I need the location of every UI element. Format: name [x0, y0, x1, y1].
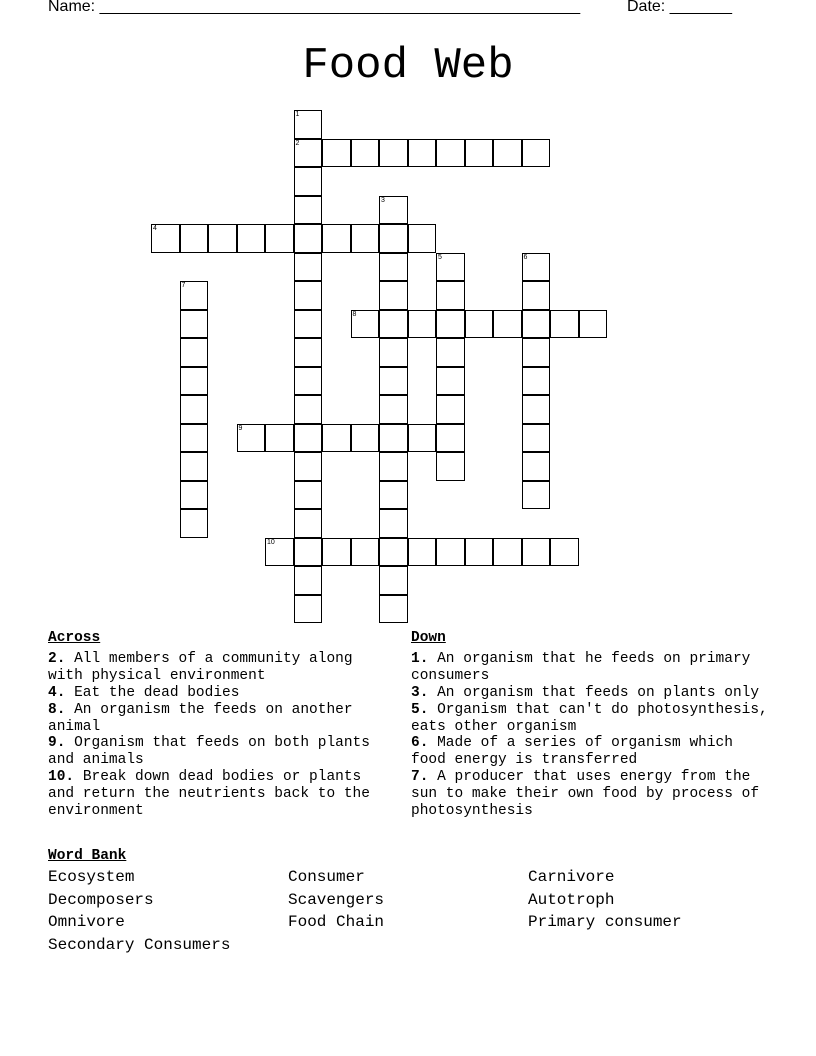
crossword-cell[interactable]	[436, 395, 465, 424]
clue-number: 9.	[48, 735, 66, 752]
crossword-cell[interactable]	[379, 481, 408, 510]
word-bank-word: Ecosystem	[48, 868, 135, 886]
clue-text: A producer that uses energy from the sun to make their own food by process of photosynthesis	[411, 769, 760, 820]
crossword-cell[interactable]	[379, 566, 408, 595]
crossword-cell[interactable]	[180, 367, 209, 396]
clue-number: 7	[181, 282, 186, 289]
crossword-cell[interactable]	[322, 538, 351, 567]
clue-number: 4.	[48, 684, 66, 701]
across-clue	[48, 651, 388, 685]
clue-number: 1.	[411, 650, 429, 667]
clue-number: 5	[438, 253, 442, 261]
clue-number: 2.	[48, 650, 66, 667]
crossword-cell[interactable]	[237, 424, 266, 453]
across-clue	[48, 685, 388, 702]
crossword-cell[interactable]	[379, 509, 408, 538]
crossword-cell[interactable]	[436, 310, 465, 339]
crossword-cell[interactable]	[465, 139, 494, 168]
crossword-cell[interactable]	[180, 281, 209, 310]
crossword-cell[interactable]	[294, 338, 323, 367]
crossword-cell[interactable]	[522, 395, 551, 424]
crossword-cell[interactable]	[180, 395, 209, 424]
across-clues	[48, 630, 388, 820]
crossword-cell[interactable]	[180, 338, 209, 367]
crossword-cell[interactable]	[379, 595, 408, 624]
crossword-cell[interactable]	[208, 224, 237, 253]
crossword-cell[interactable]	[436, 338, 465, 367]
crossword-cell[interactable]	[379, 196, 408, 225]
crossword-cell[interactable]	[408, 139, 437, 168]
clue-number: 10	[267, 538, 275, 546]
crossword-cell[interactable]	[493, 139, 522, 168]
clue-number: 7.	[411, 769, 429, 786]
crossword-cell[interactable]	[522, 338, 551, 367]
crossword-cell[interactable]	[436, 452, 465, 481]
word-bank-word: Secondary Consumers	[48, 935, 231, 954]
crossword-cell[interactable]	[294, 110, 323, 139]
crossword-cell[interactable]	[265, 424, 294, 453]
crossword-cell[interactable]	[522, 452, 551, 481]
down-clue	[411, 769, 776, 820]
crossword-cell[interactable]	[322, 139, 351, 168]
crossword-cell[interactable]	[379, 253, 408, 282]
clue-text: Made of a series of organism which food energy is transferred	[411, 735, 733, 769]
crossword-cell[interactable]	[180, 310, 209, 339]
crossword-cell[interactable]	[294, 167, 323, 196]
clue-number: 1	[295, 111, 300, 118]
crossword-cell[interactable]	[351, 538, 380, 567]
clue-number: 4	[153, 225, 157, 232]
crossword-cell[interactable]	[522, 424, 551, 453]
clue-text: An organism that he feeds on primary consumers	[411, 650, 751, 684]
crossword-cell[interactable]	[465, 538, 494, 567]
page-title: Food Web	[302, 41, 514, 91]
crossword-cell[interactable]	[408, 224, 437, 253]
word-bank-heading: Word Bank	[48, 848, 127, 864]
clue-number: 6.	[411, 735, 429, 752]
crossword-cell[interactable]	[522, 310, 551, 339]
crossword-cell[interactable]	[322, 224, 351, 253]
clue-number: 9	[238, 424, 243, 432]
crossword-cell[interactable]	[408, 538, 437, 567]
crossword-cell[interactable]	[322, 424, 351, 453]
crossword-cell[interactable]	[550, 310, 579, 339]
word-bank-word: Autotroph	[528, 890, 615, 909]
crossword-cell[interactable]	[522, 481, 551, 510]
word-bank-word: Scavengers	[288, 890, 385, 909]
clue-number: 2	[295, 139, 300, 147]
crossword-cell[interactable]	[379, 424, 408, 453]
clue-text: Break down dead bodies or plants and return the neutrients back to the environment	[48, 769, 370, 820]
crossword-cell[interactable]	[294, 310, 323, 339]
crossword-cell[interactable]	[436, 139, 465, 168]
crossword-cell[interactable]	[294, 424, 323, 453]
down-clue	[411, 702, 776, 736]
crossword-cell[interactable]	[237, 224, 266, 253]
crossword-cell[interactable]	[151, 224, 180, 253]
crossword-cell[interactable]	[265, 538, 294, 567]
crossword-cell[interactable]	[493, 538, 522, 567]
crossword-cell[interactable]	[294, 566, 323, 595]
crossword-cell[interactable]	[294, 224, 323, 253]
crossword-cell[interactable]	[294, 481, 323, 510]
crossword-cell[interactable]	[265, 224, 294, 253]
crossword-cell[interactable]	[436, 538, 465, 567]
across-heading: Across	[48, 630, 101, 646]
crossword-cell[interactable]	[294, 595, 323, 624]
crossword-cell[interactable]	[294, 139, 323, 168]
crossword-cell[interactable]	[294, 452, 323, 481]
word-bank	[48, 848, 788, 954]
word-bank-word: Decomposers	[48, 890, 154, 909]
clue-text: Eat the dead bodies	[74, 684, 240, 701]
crossword-cell[interactable]	[522, 281, 551, 310]
word-bank-word: Carnivore	[528, 868, 615, 886]
word-bank-word: Food Chain	[288, 913, 385, 931]
clue-number: 10.	[48, 769, 75, 786]
name-field-label: Name: ______________________________________________________	[48, 0, 581, 15]
clue-number: 6	[523, 253, 528, 261]
crossword-cell[interactable]	[579, 310, 608, 339]
crossword-cell[interactable]	[436, 367, 465, 396]
crossword-cell[interactable]	[408, 424, 437, 453]
down-clue	[411, 735, 776, 769]
crossword-cell[interactable]	[294, 367, 323, 396]
across-clue	[48, 769, 388, 820]
crossword-cell[interactable]	[180, 481, 209, 510]
crossword-cell[interactable]	[180, 224, 209, 253]
clue-text: Organism that can't do photosynthesis, eats other organism	[411, 701, 768, 735]
crossword-cell[interactable]	[294, 253, 323, 282]
crossword-cell[interactable]	[493, 310, 522, 339]
crossword-cell[interactable]	[379, 139, 408, 168]
crossword-cell[interactable]	[522, 538, 551, 567]
word-bank-word: Consumer	[288, 868, 365, 886]
date-field-label: Date: _______	[627, 0, 732, 15]
clue-text: An organism the feeds on another animal	[48, 701, 353, 735]
down-clue	[411, 651, 776, 685]
crossword-cell[interactable]	[436, 253, 465, 282]
across-clue	[48, 702, 388, 736]
crossword-cell[interactable]	[294, 196, 323, 225]
across-clue	[48, 735, 388, 769]
crossword-cell[interactable]	[436, 424, 465, 453]
crossword-cell[interactable]	[180, 424, 209, 453]
clue-number: 8	[352, 310, 357, 318]
crossword-cell[interactable]	[436, 281, 465, 310]
crossword-cell[interactable]	[294, 281, 323, 310]
crossword-cell[interactable]	[379, 224, 408, 253]
crossword-cell[interactable]	[351, 424, 380, 453]
crossword-cell[interactable]	[522, 139, 551, 168]
clue-text: Organism that feeds on both plants and animals	[48, 735, 370, 769]
crossword-cell[interactable]	[351, 139, 380, 168]
crossword-cell[interactable]	[294, 395, 323, 424]
crossword-cell[interactable]	[351, 224, 380, 253]
down-heading: Down	[411, 630, 446, 646]
clue-number: 5.	[411, 701, 429, 718]
down-clue	[411, 685, 776, 702]
word-bank-word: Omnivore	[48, 913, 125, 931]
crossword-cell[interactable]	[379, 281, 408, 310]
crossword-cell[interactable]	[379, 395, 408, 424]
clue-text: An organism that feeds on plants only	[437, 684, 760, 701]
clue-number: 3	[381, 196, 385, 204]
crossword-cell[interactable]	[522, 253, 551, 282]
crossword-cell[interactable]	[180, 509, 209, 538]
crossword-cell[interactable]	[465, 310, 494, 339]
crossword-cell[interactable]	[522, 367, 551, 396]
crossword-cell[interactable]	[379, 538, 408, 567]
crossword-cell[interactable]	[550, 538, 579, 567]
crossword-cell[interactable]	[379, 452, 408, 481]
crossword-cell[interactable]	[351, 310, 380, 339]
crossword-cell[interactable]	[294, 509, 323, 538]
crossword-cell[interactable]	[294, 538, 323, 567]
word-bank-word: Primary consumer	[528, 913, 682, 931]
down-clues	[411, 630, 776, 820]
crossword-cell[interactable]	[379, 338, 408, 367]
crossword-cell[interactable]	[379, 310, 408, 339]
clue-text: All members of a community along with physical environment	[48, 650, 353, 684]
crossword-cell[interactable]	[180, 452, 209, 481]
clue-number: 3.	[411, 684, 429, 701]
clue-number: 8.	[48, 701, 66, 718]
crossword-cell[interactable]	[379, 367, 408, 396]
crossword-cell[interactable]	[408, 310, 437, 339]
